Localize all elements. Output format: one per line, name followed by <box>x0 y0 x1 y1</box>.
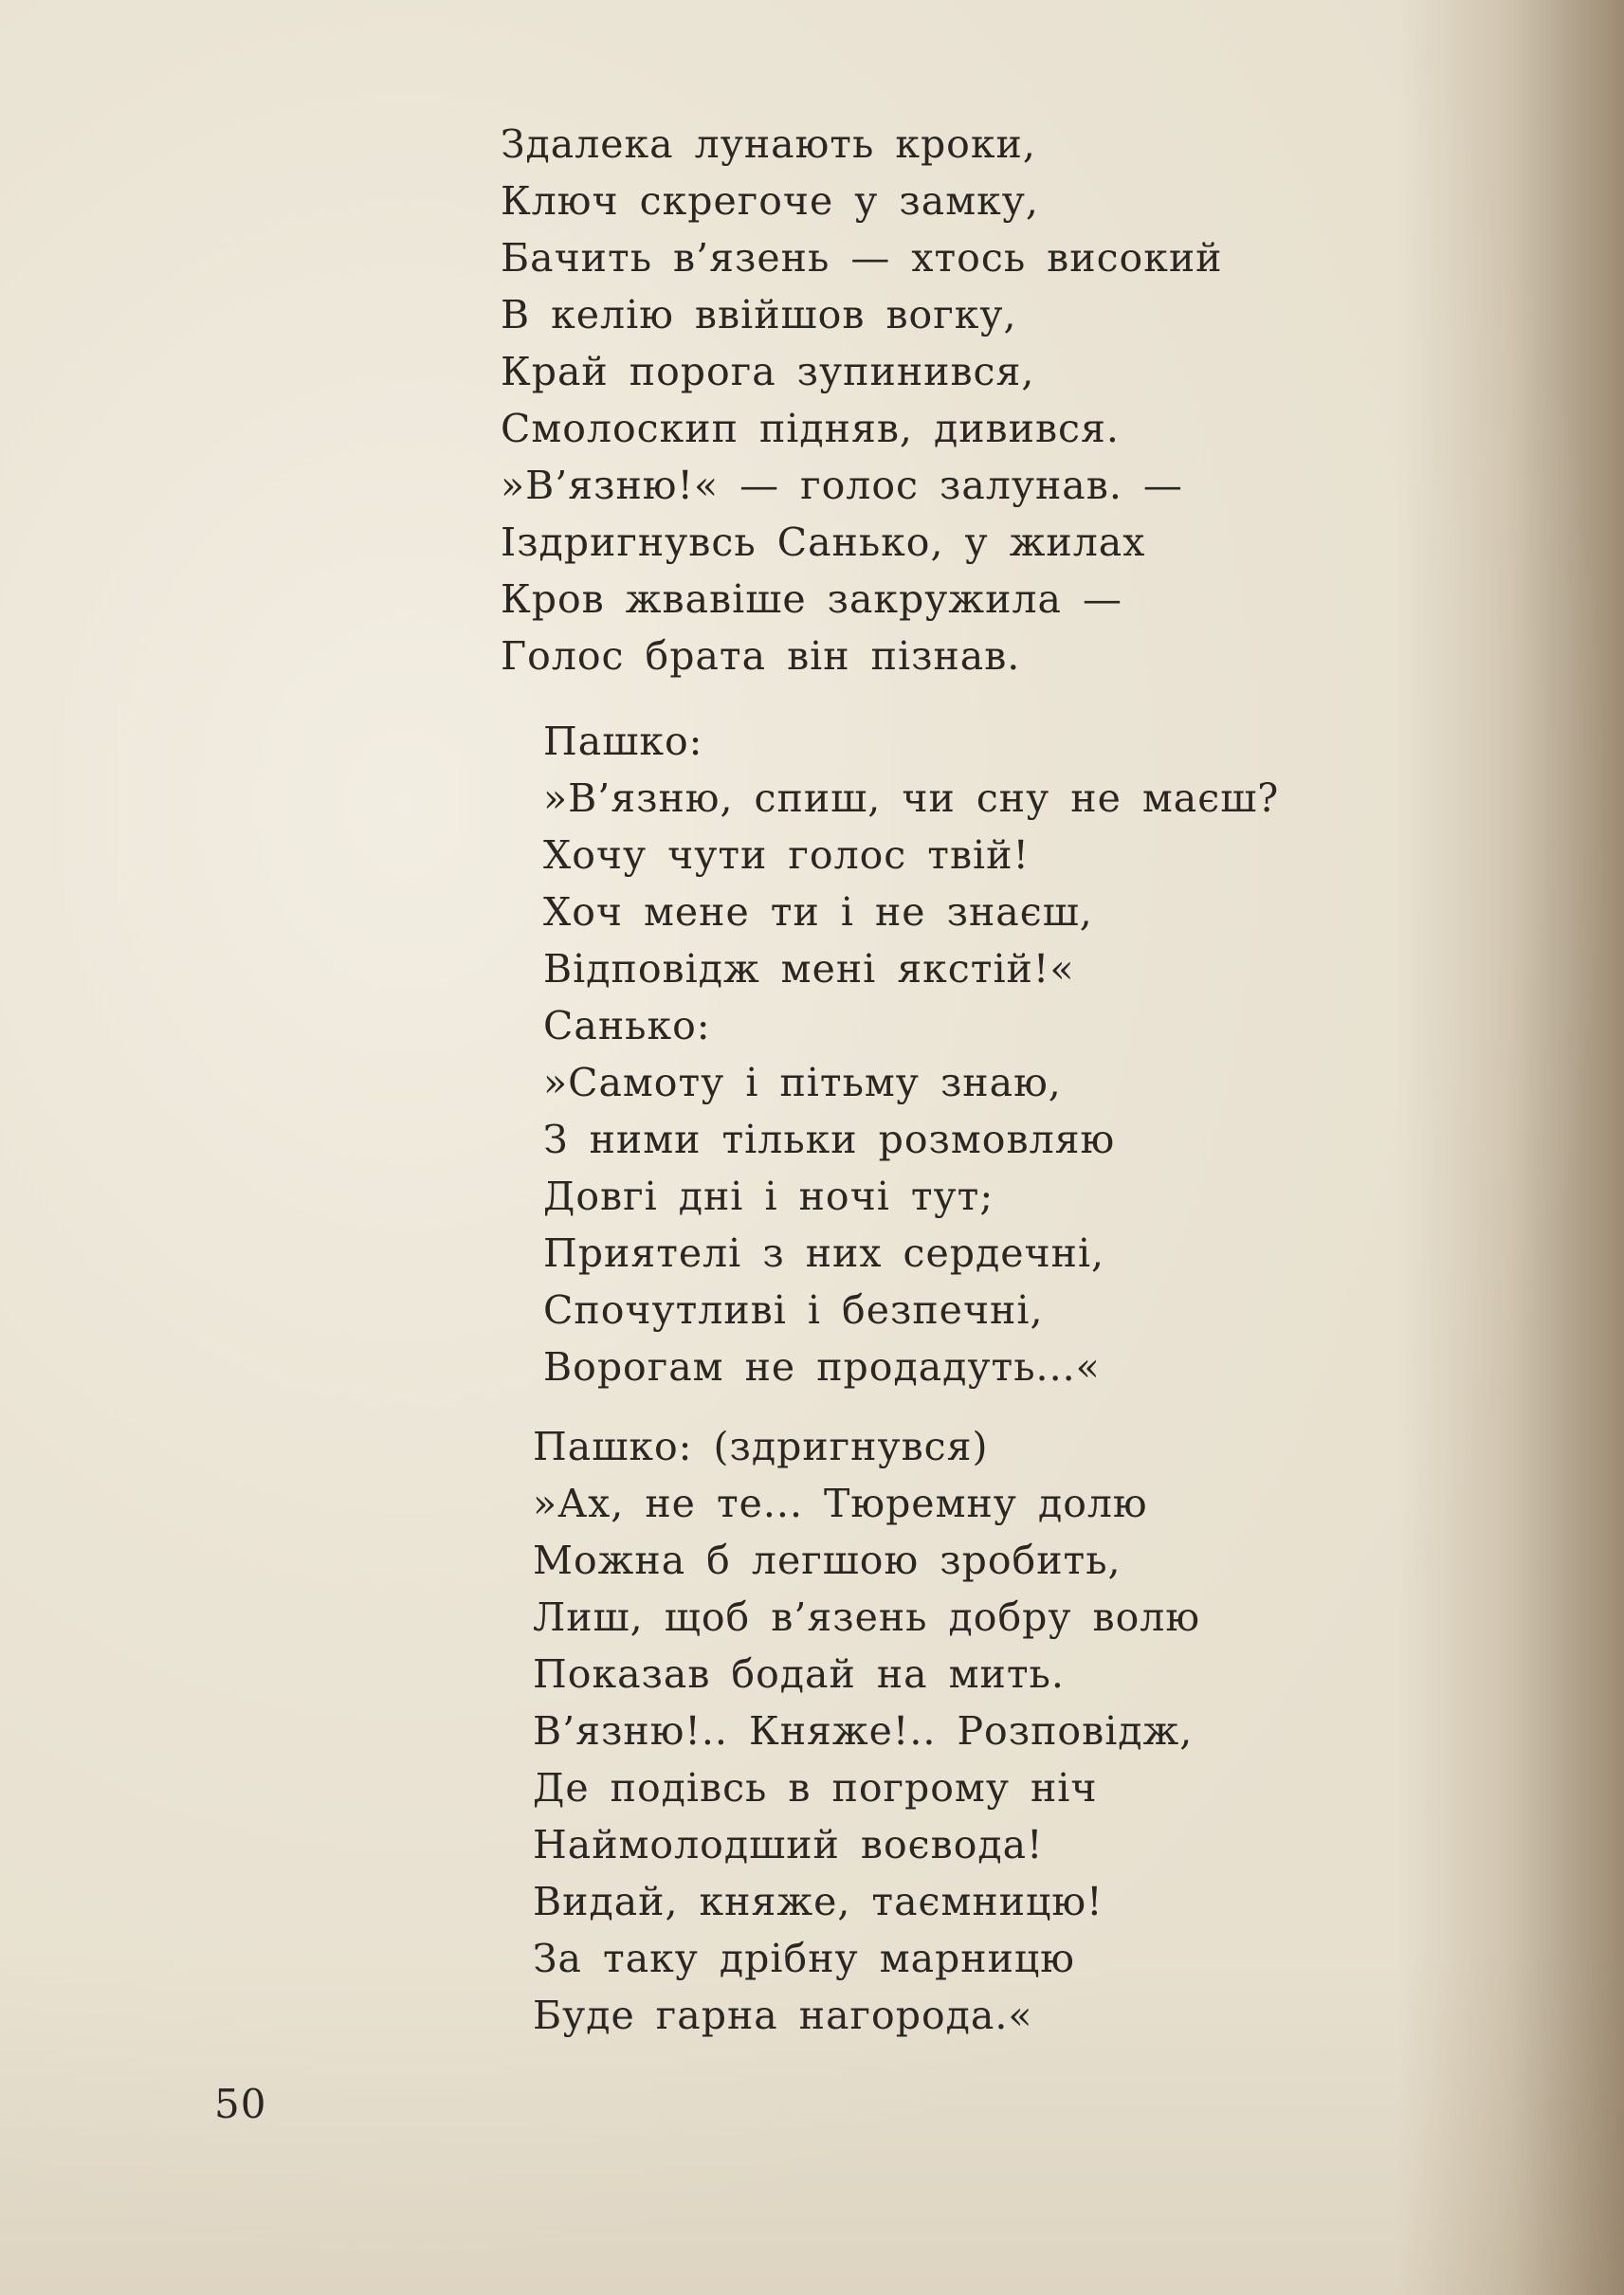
poem-line: Де подівсь в погрому ніч <box>533 1765 1098 1811</box>
poem-line: Ключ скрегоче у замку, <box>501 178 1039 224</box>
poem-line: »Самоту і пітьму знаю, <box>543 1060 1062 1105</box>
poem-line: Хочу чути голос твій! <box>543 832 1030 878</box>
poem-stanza-1 <box>501 116 1223 684</box>
poem-line: »В’язню!« — голос залунав. — <box>501 463 1183 508</box>
speaker-label: Пашко: <box>543 719 703 764</box>
page-number: 50 <box>214 2081 267 2127</box>
poem-line: Видай, княже, таємницю! <box>533 1879 1104 1924</box>
speaker-label: Пашко: (здригнувся) <box>533 1424 989 1469</box>
poem-line: »Ах, не те... Тюремну долю <box>533 1481 1148 1526</box>
poem-line: В’язню!.. Княже!.. Розповідж, <box>533 1708 1194 1754</box>
poem-line: Бачить в’язень — хтось високий <box>501 235 1223 281</box>
poem-line: За таку дрібну марницю <box>533 1936 1075 1981</box>
poem-line: Хоч мене ти і не знаєш, <box>543 889 1093 935</box>
poem-stanza-3 <box>533 1418 1200 2044</box>
poem-line: Відповідж мені якстій!« <box>543 946 1075 992</box>
poem-line: З ними тільки розмовляю <box>543 1117 1116 1162</box>
poem-line: Довгі дні і ночі тут; <box>543 1174 994 1219</box>
poem-line: Іздригнувсь Санько, у жилах <box>501 519 1146 565</box>
poem-line: Наймолодший воєвода! <box>533 1822 1044 1867</box>
poem-line: В келію ввійшов вогку, <box>501 292 1017 337</box>
speaker-label: Санько: <box>543 1003 711 1048</box>
poem-line: Буде гарна нагорода.« <box>533 1993 1033 2038</box>
poem-line: Можна б легшою зробить, <box>533 1538 1122 1583</box>
poem-line: Показав бодай на мить. <box>533 1651 1065 1697</box>
poem-line: Голос брата він пізнав. <box>501 633 1021 679</box>
poem-stanza-2 <box>543 713 1279 1395</box>
poem-line: »В’язню, спиш, чи сну не маєш? <box>543 775 1280 821</box>
poem-line: Смолоскип підняв, дивився. <box>501 406 1120 451</box>
poem-line: Лиш, щоб в’язень добру волю <box>533 1594 1201 1640</box>
poem-line: Край порога зупинився, <box>501 349 1035 394</box>
poem-line: Спочутливі і безпечні, <box>543 1287 1044 1333</box>
poem-line: Приятелі з них сердечні, <box>543 1230 1105 1276</box>
poem-line: Здалека лунають кроки, <box>501 121 1036 167</box>
poem-line: Кров жвавіше закружила — <box>501 576 1122 622</box>
poem-line: Ворогам не продадуть...« <box>543 1344 1101 1390</box>
